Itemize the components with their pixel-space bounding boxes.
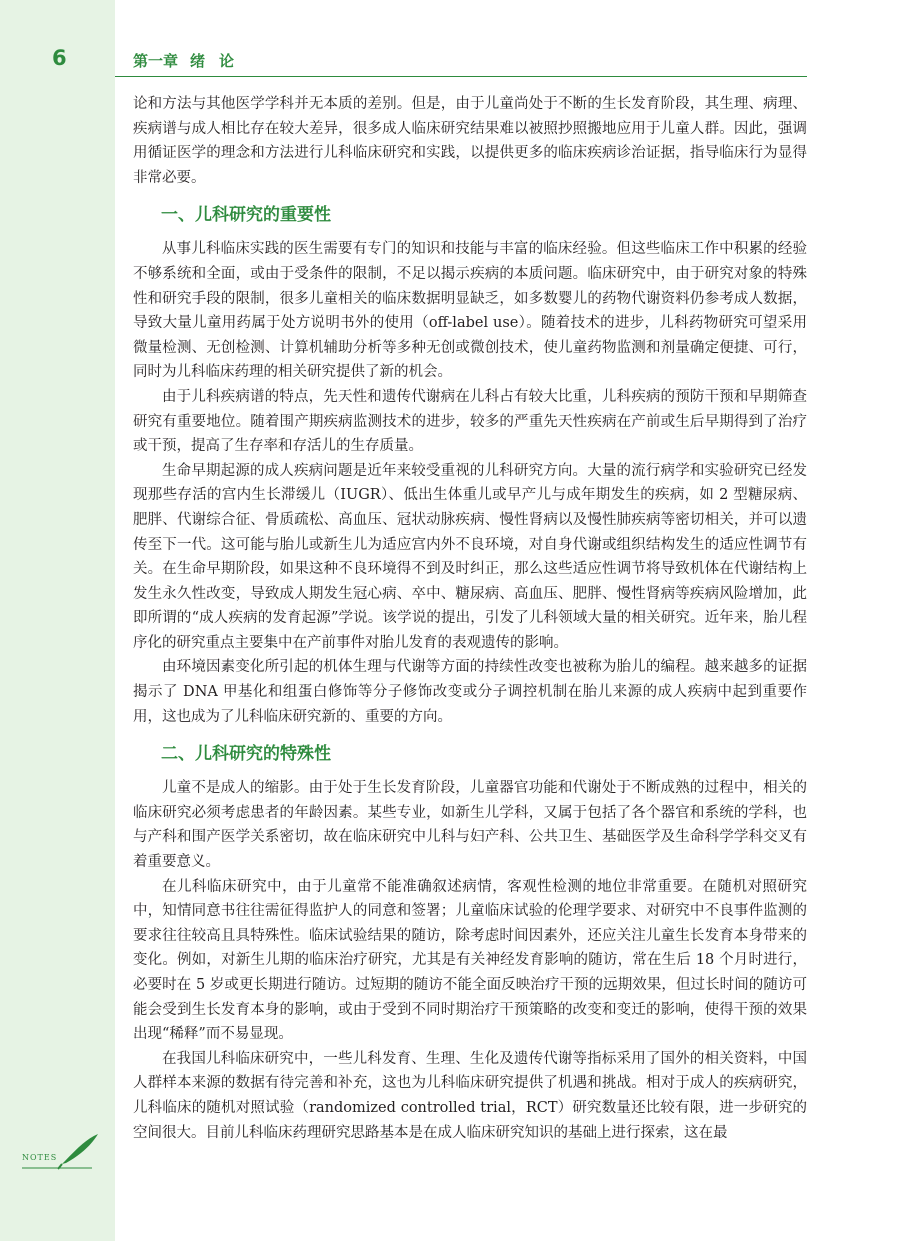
margin-band bbox=[0, 0, 115, 1241]
paragraph: 生命早期起源的成人疾病问题是近年来较受重视的儿科研究方向。大量的流行病学和实验研究已经发现那些存活的宫内生长滞缓儿（IUGR）、低出生体重儿或早产儿与成年期发生的疾病，如 2 型糖尿病、肥胖、代谢综合征、骨质疏松、高血压、冠状动脉疾病、慢性肾病以及慢性肺疾病等密切相关，并可以遗传至下一代。这可能与胎儿或新生儿为适应宫内外不良环境，对自身代谢或组织结构发生的适应性调节有关。在生命早期阶段，如果这种不良环境得不到及时纠正，那么这些适应性调节将导致机体在代谢结构上发生永久性改变，导致成人期发生冠心病、卒中、糖尿病、高血压、肥胖、慢性肾病等疾病风险增加，此即所谓的“成人疾病的发育起源”学说。该学说的提出，引发了儿科领域大量的相关研究。近年来，胎儿程序化的研究重点主要集中在产前事件对胎儿发育的表观遗传的影响。 bbox=[133, 462, 807, 651]
paragraph-continued: 论和方法与其他医学学科并无本质的差别。但是，由于儿童尚处于不断的生长发育阶段，其生理、病理、疾病谱与成人相比存在较大差异，很多成人临床研究结果难以被照抄照搬地应用于儿童人群。因此，强调用循证医学的理念和方法进行儿科临床研究和实践，以提供更多的临床疾病诊治证据，指导临床行为显得非常必要。 bbox=[133, 96, 807, 186]
page-body bbox=[133, 92, 807, 1145]
chapter-label: 第一章 bbox=[133, 52, 179, 70]
paragraph: 儿童不是成人的缩影。由于处于生长发育阶段，儿童器官功能和代谢处于不断成熟的过程中，相关的临床研究必须考虑患者的年龄因素。某些专业，如新生儿学科，又属于包括了各个器官和系统的学科，也与产科和围产医学关系密切，故在临床研究中儿科与妇产科、公共卫生、基础医学及生命科学学科交叉有着重要意义。 bbox=[133, 780, 807, 871]
header-rule bbox=[115, 76, 807, 77]
section-heading-particularity: 二、儿科研究的特殊性 bbox=[161, 744, 331, 765]
running-head bbox=[133, 50, 248, 71]
section-heading-importance: 一、儿科研究的重要性 bbox=[161, 205, 331, 226]
paragraph: 在儿科临床研究中，由于儿童常不能准确叙述病情，客观性检测的地位非常重要。在随机对照研究中，知情同意书往往需征得监护人的同意和签署；儿童临床试验的伦理学要求、对研究中不良事件监测的要求往往较高且具特殊性。临床试验结果的随访，除考虑时间因素外，还应关注儿童生长发育本身带来的变化。例如，对新生儿期的临床治疗研究，尤其是有关神经发育影响的随访，常在生后 18 个月时进行，必要时在 5 岁或更长期进行随访。过短期的随访不能全面反映治疗干预的远期效果，但过长时间的随访可能会受到生长发育本身的影响，或由于受到不同时期治疗干预策略的改变和变迁的影响，使得干预的效果出现“稀释”而不易显现。 bbox=[133, 878, 807, 1043]
notes-label: NOTES bbox=[22, 1153, 58, 1162]
paragraph: 由环境因素变化所引起的机体生理与代谢等方面的持续性改变也被称为胎儿的编程。越来越多的证据揭示了 DNA 甲基化和组蛋白修饰等分子修饰改变或分子调控机制在胎儿来源的成人疾病中起到重要作用，这也成为了儿科临床研究新的、重要的方向。 bbox=[133, 659, 807, 725]
quill-pen-icon bbox=[22, 1132, 102, 1172]
page-number: 6 bbox=[52, 46, 67, 70]
chapter-title: 绪论 bbox=[190, 52, 249, 70]
paragraph: 由于儿科疾病谱的特点，先天性和遗传代谢病在儿科占有较大比重，儿科疾病的预防干预和早期筛查研究有重要地位。随着围产期疾病监测技术的进步，较多的严重先天性疾病在产前或生后早期得到了治疗或干预，提高了生存率和存活儿的生存质量。 bbox=[133, 388, 807, 455]
paragraph: 从事儿科临床实践的医生需要有专门的知识和技能与丰富的临床经验。但这些临床工作中积累的经验不够系统和全面，或由于受条件的限制，不足以揭示疾病的本质问题。临床研究中，由于研究对象的特殊性和研究手段的限制，很多儿童相关的临床数据明显缺乏，如多数婴儿的药物代谢资料仍参考成人数据，导致大量儿童用药属于处方说明书外的使用（off-label use）。随着技术的进步，儿科药物研究可望采用微量检测、无创检测、计算机辅助分析等多种无创或微创技术，使儿童药物监测和剂量确定便捷、可行，同时为儿科临床药理的相关研究提供了新的机会。 bbox=[133, 241, 807, 381]
notes-marker bbox=[22, 1132, 102, 1172]
paragraph: 在我国儿科临床研究中，一些儿科发育、生理、生化及遗传代谢等指标采用了国外的相关资料，中国人群样本来源的数据有待完善和补充，这也为儿科临床研究提供了机遇和挑战。相对于成人的疾病研究，儿科临床的随机对照试验（randomized controlled trial，RCT）研究数量还比较有限，进一步研究的空间很大。目前儿科临床药理研究思路基本是在成人临床研究知识的基础上进行探索，这在最 bbox=[133, 1050, 807, 1141]
